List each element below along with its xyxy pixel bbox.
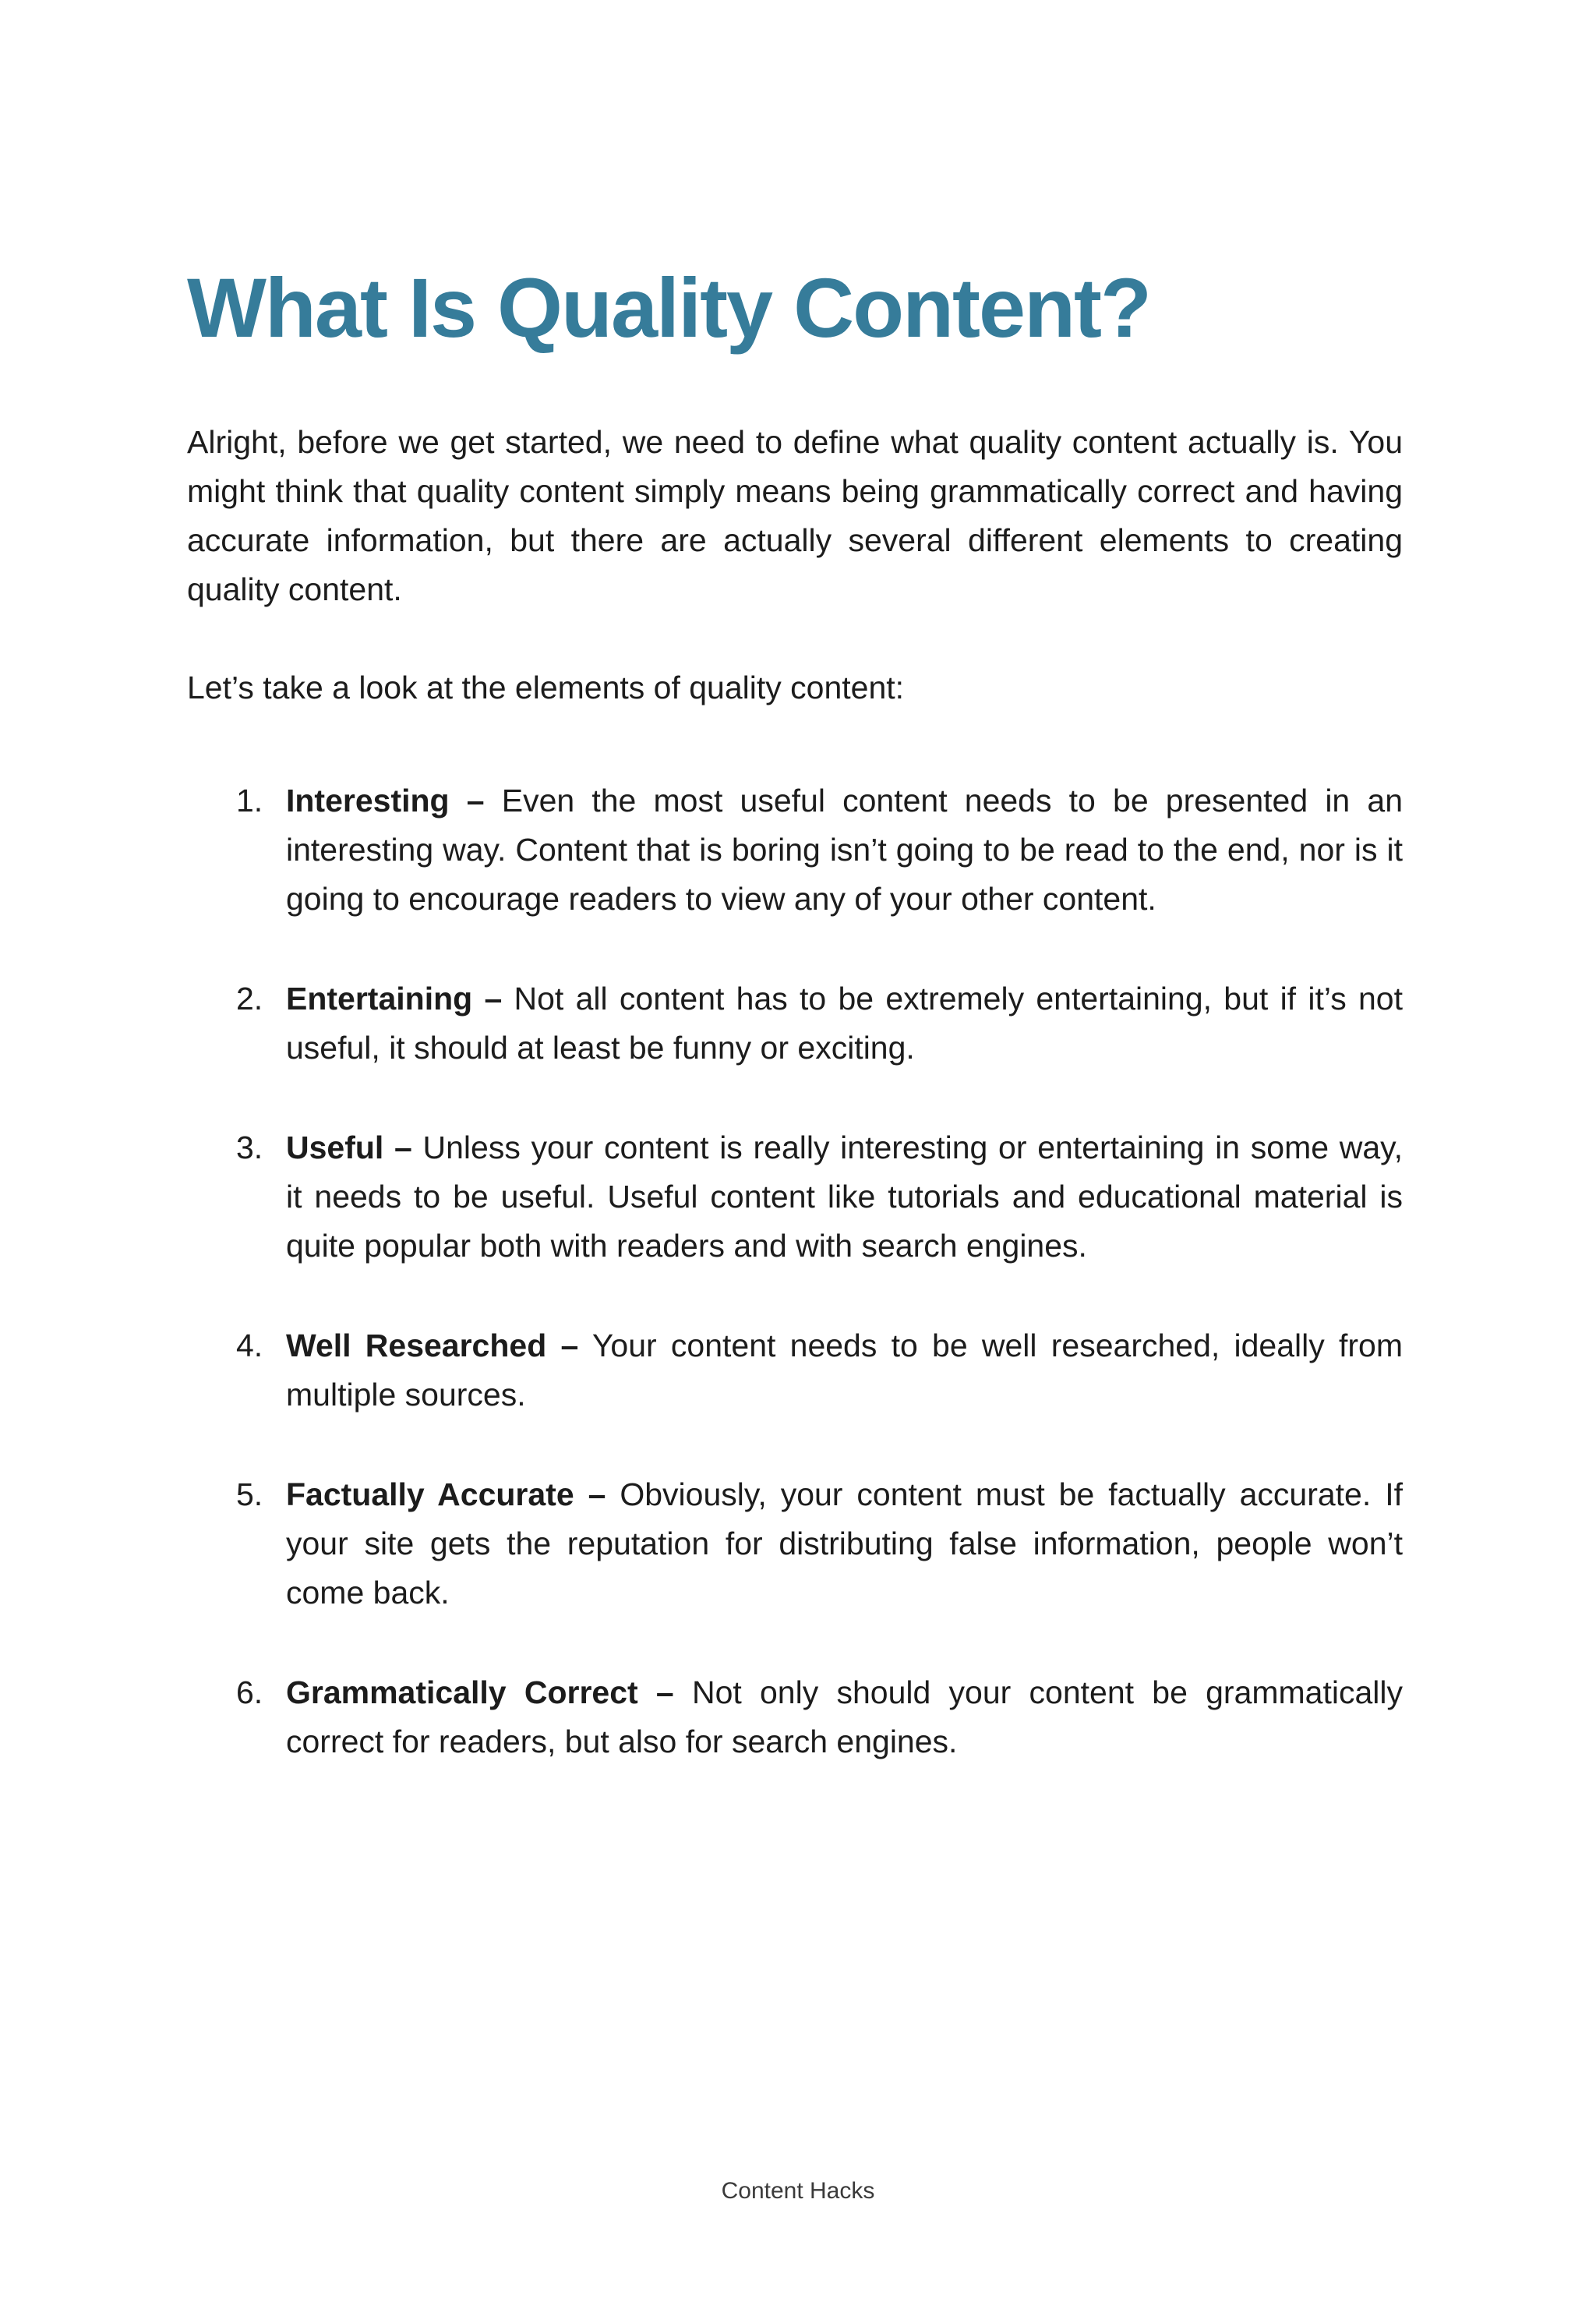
list-item-number: 3. [236,1129,263,1165]
list-item-number: 1. [236,782,263,819]
page-title: What Is Quality Content? [187,260,1150,355]
list-item [187,1470,1403,1618]
quality-elements-list [187,776,1403,1766]
document-page [0,257,1596,2323]
intro-paragraph: Alright, before we get started, we need to define what quality content actually is. You might think that quality content simply means being grammatically correct and having accurate information, but there are actually several different elements to creating quality content. [187,423,1403,607]
list-item-text: Obviously, your content must be factually accurate. If your site gets the reputation for distributing false information, people won’t come back. [286,1476,1403,1611]
list-item-text: Your content needs to be well researched, ideally from multiple sources. [286,1327,1404,1413]
list-item [187,974,1403,1073]
list-item [187,1123,1403,1271]
list-item-number: 6. [236,1674,263,1710]
list-item [187,1321,1403,1420]
page-content [0,257,1596,1766]
page-footer: Content Hacks [721,2178,875,2204]
list-item [187,776,1403,924]
list-item-text: Not only should your content be grammatically correct for readers, but also for search engines. [286,1674,1403,1759]
list-item-number: 4. [236,1327,263,1363]
list-item-term: Well Researched – [286,1327,579,1363]
list-item [187,1668,1403,1766]
list-item-term: Grammatically Correct – [286,1674,674,1710]
list-item-term: Entertaining – [286,980,503,1017]
list-item-text: Not all content has to be extremely entertaining, but if it’s not useful, it should at least be funny or exciting. [286,980,1403,1066]
list-item-term: Interesting – [286,782,485,819]
list-item-term: Useful – [286,1129,412,1165]
list-item-text: Even the most useful content needs to be presented in an interesting way. Content that is boring isn’t going to be read to the end, nor is it going to encourage readers to view any of your other content. [286,782,1404,917]
list-item-term: Factually Accurate – [286,1476,606,1512]
list-item-number: 2. [236,980,263,1017]
list-item-text: Unless your content is really interesting or entertaining in some way, it needs to be useful. Useful content like tutorials and educational material is quite popular both with readers and with search engines. [286,1129,1403,1264]
list-item-number: 5. [236,1476,263,1512]
list-lead-in: Let’s take a look at the elements of quality content: [187,669,905,705]
